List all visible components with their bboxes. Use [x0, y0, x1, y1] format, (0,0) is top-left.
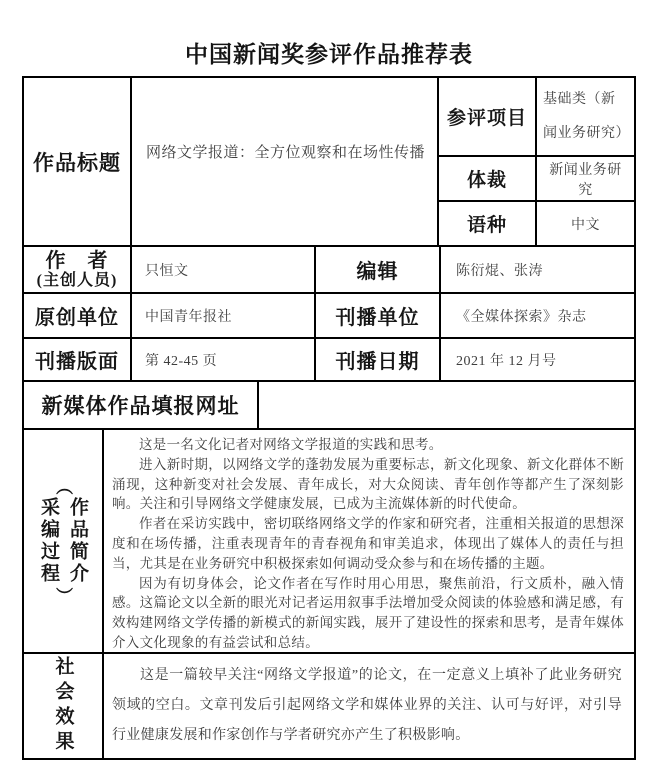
publish-page-label: 刊播版面 — [35, 351, 119, 373]
entry-meta-block — [437, 78, 634, 245]
genre-label: 体裁 — [466, 170, 507, 191]
language-label: 语种 — [466, 215, 507, 236]
recommendation-form-table — [22, 76, 636, 760]
author-label-line1: 作 者 — [45, 249, 109, 272]
intro-label-main-text: 作品简介 — [67, 497, 88, 585]
row-work-title — [24, 78, 634, 245]
entry-item-label: 参评项目 — [446, 108, 527, 129]
work-intro-text: 这是一名文化记者对网络文学报道的实践和思考。 进入新时期，以网络文学的蓬勃发展为重要标志，新文化现象、新文化群体不断涌现，这种新变对社会发展、青年成长，对大众阅读、青年创作等都产生了深刻影响。关注和引导网络文学健康发展，已成为主流媒体新的时代使命。 作者在采访实践中，密切联络网络文学的作家和研究者，注重相关报道的思想深度和在场传播，注重表现青年的青春视角和审美追求，体现出了媒体人的责任与担当，尤其是在业务研究中积极探索如何调动受众参与和在场传播的主题。 因为有切身体会，论文作者在写作时用心用思，聚焦前沿，行文质朴，融入情感。这篇论文以全新的眼光对记者运用叙事手法增加受众阅读的体验感和满足感，有效构建网络文学传播的新模式的新闻实践，展开了建设性的探索和思考，是青年媒体介入文化现象的有益尝试和总结。 — [102, 430, 634, 652]
new-media-url-value — [257, 382, 634, 428]
row-units — [24, 292, 634, 337]
publish-unit-label: 刊播单位 — [314, 294, 439, 337]
original-unit-value: 中国青年报社 — [130, 294, 314, 337]
intro-open-bracket: （ — [53, 478, 73, 495]
work-intro-label — [24, 430, 102, 652]
row-entry-item — [439, 78, 634, 155]
original-unit-label: 原创单位 — [35, 307, 119, 329]
work-title-value: 网络文学报道：全方位观察和在场性传播 — [130, 78, 437, 245]
author-label — [24, 247, 130, 292]
row-language — [439, 200, 634, 245]
new-media-url-label: 新媒体作品填报网址 — [41, 394, 240, 418]
editor-label: 编辑 — [314, 247, 439, 292]
publish-date-label: 刊播日期 — [314, 339, 439, 380]
social-effect-text: 这是一篇较早关注“网络文学报道”的论文，在一定意义上填补了此业务研究领域的空白。文章刊发后引起网络文学和媒体业界的关注、认可与好评，对引导行业健康发展和作家创作与学者研究亦产生了积极影响。 — [102, 654, 634, 758]
intro-label-columns — [35, 497, 91, 585]
genre-value: 新闻业务研究 — [535, 157, 634, 200]
row-page-date — [24, 337, 634, 380]
social-effect-label-text: 社会效果 — [52, 656, 74, 756]
publish-page-value: 第 42-45 页 — [130, 339, 314, 380]
author-label-line2: (主创人员) — [36, 271, 118, 289]
intro-close-bracket: ） — [53, 587, 73, 604]
row-genre — [439, 155, 634, 200]
editor-value: 陈衍焜、张涛 — [439, 247, 634, 292]
entry-item-value: 基础类（新闻业务研究） — [535, 78, 634, 155]
page-title: 中国新闻奖参评作品推荐表 — [185, 42, 473, 67]
row-author-editor — [24, 245, 634, 292]
row-new-media-url — [24, 380, 634, 428]
row-social-effect — [24, 652, 634, 758]
author-value: 只恒文 — [130, 247, 314, 292]
language-value: 中文 — [535, 202, 634, 245]
publish-unit-value: 《全媒体探索》杂志 — [439, 294, 634, 337]
publish-date-value: 2021 年 12 月号 — [439, 339, 634, 380]
row-work-intro — [24, 428, 634, 652]
intro-label-paren-text: 采编过程 — [38, 497, 59, 585]
social-effect-label — [24, 654, 102, 758]
work-title-label: 作品标题 — [33, 150, 121, 175]
